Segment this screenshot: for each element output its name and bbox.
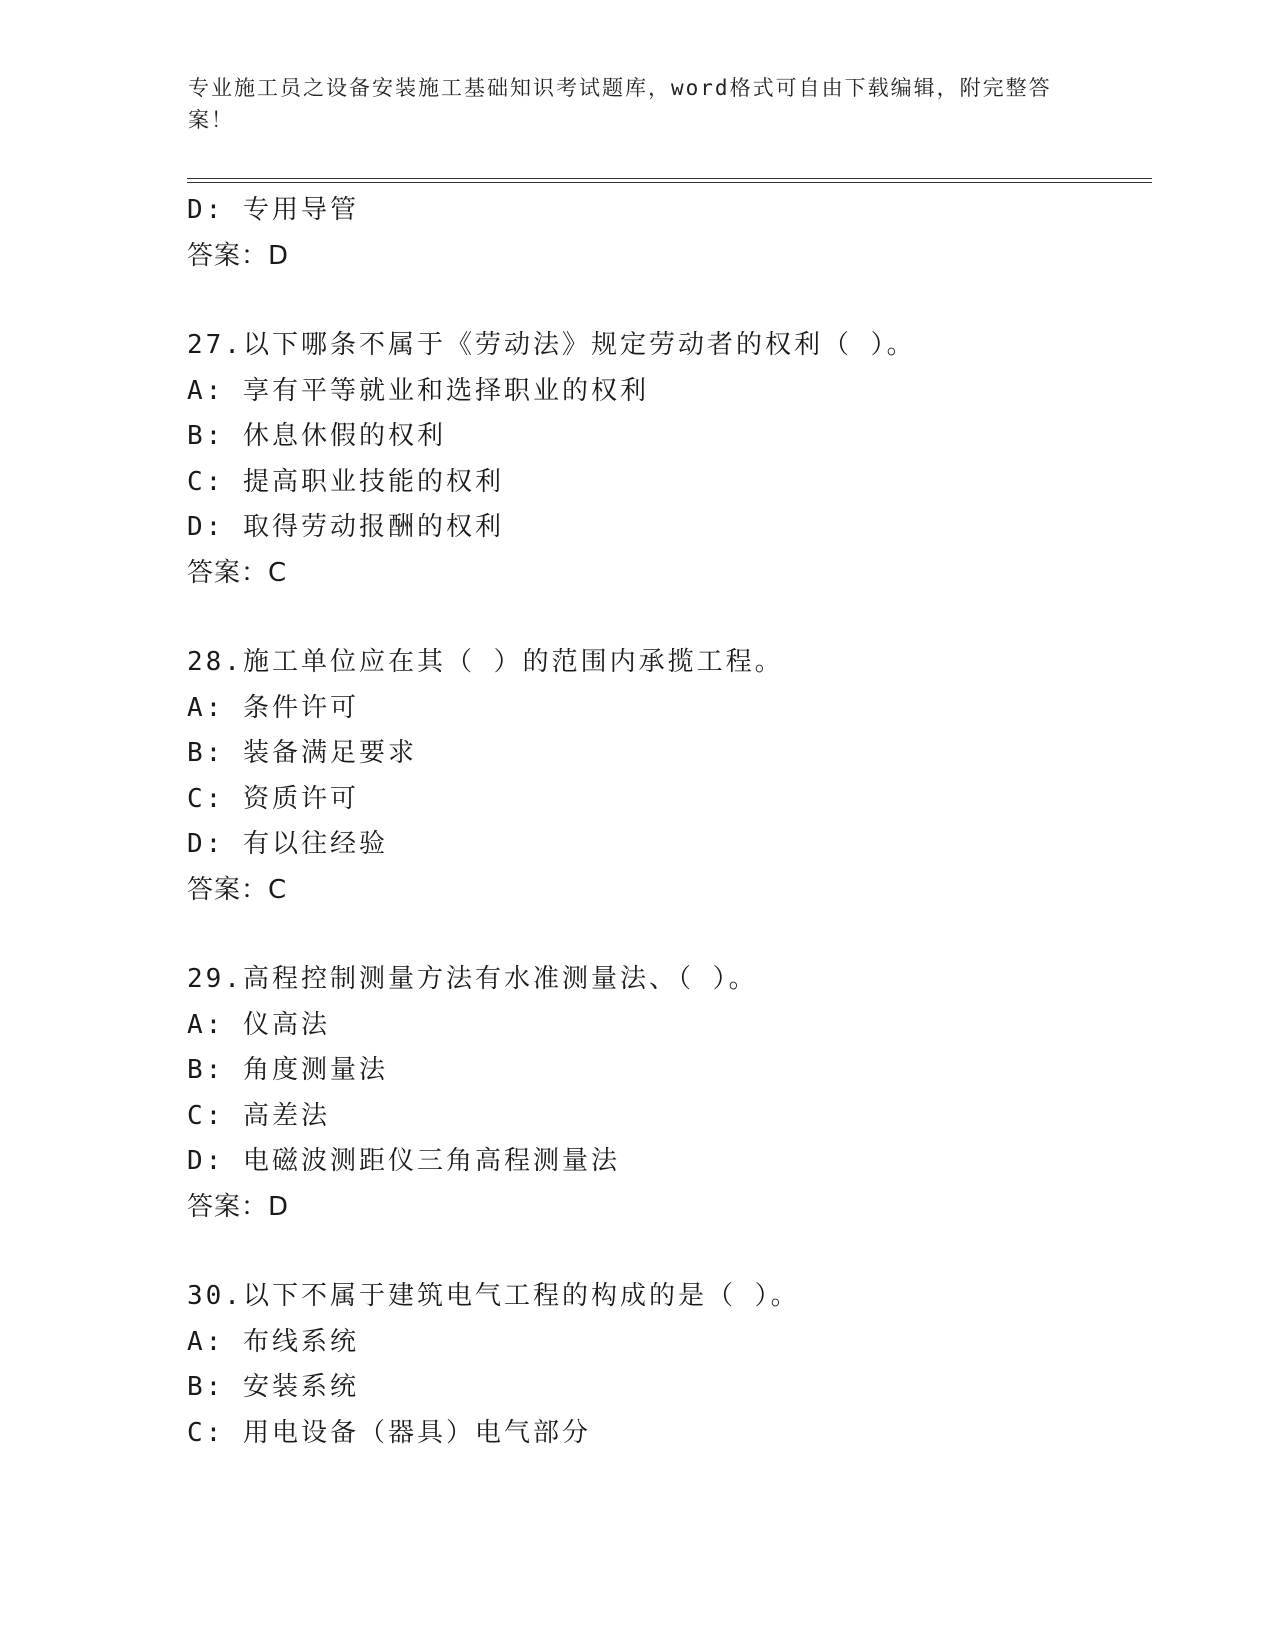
question-30 (187, 1274, 1147, 1456)
option-a: A: 条件许可 (187, 692, 359, 723)
answer: 答案：C (187, 874, 288, 905)
option-b: B: 安装系统 (187, 1372, 359, 1402)
option-b: B: 装备满足要求 (187, 738, 417, 768)
option-b: B: 角度测量法 (187, 1055, 388, 1085)
option-d: D: 专用导管 (187, 195, 359, 225)
question-28 (187, 640, 1147, 913)
answer: 答案：C (187, 557, 288, 588)
question-26-tail (187, 188, 1147, 279)
question-stem: 30.以下不属于建筑电气工程的构成的是（ ）。 (187, 1281, 800, 1311)
option-d: D: 电磁波测距仪三角高程测量法 (187, 1146, 620, 1176)
option-b: B: 休息休假的权利 (187, 421, 446, 451)
option-d: D: 有以往经验 (187, 829, 388, 859)
option-a: A: 享有平等就业和选择职业的权利 (187, 375, 649, 406)
question-stem: 28.施工单位应在其（ ）的范围内承揽工程。 (187, 647, 784, 677)
header-divider (187, 178, 1152, 183)
question-stem: 27.以下哪条不属于《劳动法》规定劳动者的权利（ ）。 (187, 330, 916, 360)
option-a: A: 布线系统 (187, 1326, 359, 1357)
option-c: C: 高差法 (187, 1100, 330, 1131)
answer: 答案：D (187, 1191, 290, 1222)
option-d: D: 取得劳动报酬的权利 (187, 512, 504, 542)
answer: 答案：D (187, 240, 290, 271)
option-c: C: 提高职业技能的权利 (187, 466, 504, 497)
question-stem: 29.高程控制测量方法有水准测量法、（ ）。 (187, 964, 758, 994)
header-title: 专业施工员之设备安装施工基础知识考试题库，word格式可自由下载编辑，附完整答案！ (188, 76, 1052, 132)
question-29 (187, 957, 1147, 1230)
question-list (187, 188, 1147, 1456)
option-c: C: 资质许可 (187, 783, 359, 814)
question-27 (187, 323, 1147, 596)
option-c: C: 用电设备（器具）电气部分 (187, 1417, 591, 1448)
document-header (188, 72, 1068, 136)
option-a: A: 仪高法 (187, 1009, 330, 1040)
